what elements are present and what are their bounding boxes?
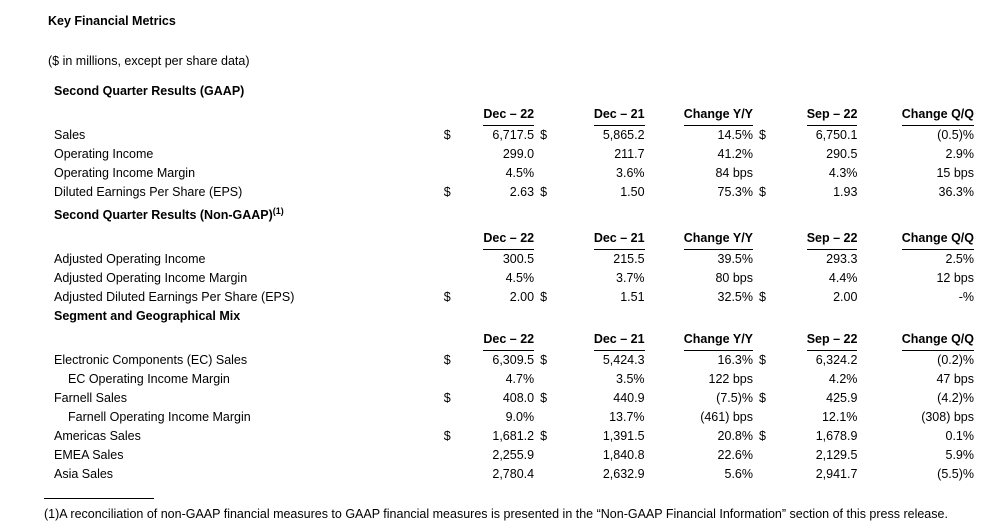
column-header-row — [40, 330, 978, 351]
section-heading-text: Segment and Geographical Mix — [54, 309, 241, 324]
footnote-divider — [44, 498, 154, 499]
value-dec22: 2.00 — [509, 290, 535, 305]
column-header: Dec – 21 — [556, 330, 648, 351]
value-change-qq: 2.9% — [945, 147, 974, 161]
table-row — [40, 351, 978, 370]
value-change-yy: (7.5)% — [716, 391, 753, 406]
row-label: Sales — [54, 128, 86, 142]
value-sep22: 2,129.5 — [815, 448, 858, 463]
value-change-yy: 122 bps — [708, 372, 753, 387]
value-change-qq: (0.2)% — [937, 353, 974, 368]
currency-symbol — [538, 465, 556, 484]
table-row — [40, 164, 978, 183]
value-dec21: 215.5 — [613, 252, 645, 267]
currency-symbol: $ — [443, 185, 451, 199]
value-change-yy: 41.2% — [717, 147, 753, 161]
currency-symbol — [538, 145, 556, 164]
value-dec22: 6,309.5 — [492, 353, 535, 368]
value-sep22: 2,941.7 — [815, 467, 858, 482]
currency-symbol: $ — [443, 429, 451, 444]
value-dec22: 300.5 — [502, 252, 535, 267]
value-dec21: 440.9 — [613, 391, 645, 406]
value-sep22: 4.2% — [828, 372, 858, 387]
value-dec21: 1.51 — [620, 290, 645, 305]
row-label: Adjusted Diluted Earnings Per Share (EPS) — [54, 290, 295, 305]
currency-symbol: $ — [759, 391, 766, 406]
currency-symbol: $ — [540, 429, 548, 444]
table-row — [40, 370, 978, 389]
value-sep22: 1,678.9 — [815, 429, 858, 444]
value-change-qq: (0.5)% — [937, 128, 974, 142]
value-change-yy: (461) bps — [700, 410, 753, 425]
value-dec22: 2,780.4 — [492, 467, 535, 482]
currency-symbol: $ — [759, 429, 766, 444]
currency-symbol — [757, 269, 775, 288]
column-header: Sep – 22 — [775, 105, 861, 126]
value-change-qq: 36.3% — [938, 185, 974, 199]
column-header: Dec – 21 — [556, 105, 648, 126]
value-change-qq: (4.2)% — [937, 391, 974, 406]
value-change-yy: 5.6% — [724, 467, 753, 482]
footnote-text: A reconciliation of non-GAAP financial measures to GAAP financial measures is presented in the “Non-GAAP Financial Information” section of this press release. — [59, 507, 948, 521]
section-heading-row — [40, 82, 978, 101]
value-sep22: 293.3 — [826, 252, 858, 267]
value-sep22: 6,324.2 — [815, 353, 858, 368]
table-row — [40, 408, 978, 427]
currency-symbol — [442, 164, 460, 183]
currency-symbol — [442, 465, 460, 484]
value-dec21: 211.7 — [614, 147, 645, 161]
value-dec22: 4.5% — [505, 271, 535, 286]
value-sep22: 4.4% — [828, 271, 858, 286]
table-row — [40, 250, 978, 269]
value-change-yy: 14.5% — [717, 128, 753, 142]
currency-symbol — [442, 145, 460, 164]
currency-symbol: $ — [759, 185, 766, 199]
footnote — [40, 505, 978, 524]
currency-symbol: $ — [540, 290, 548, 305]
value-dec22: 2,255.9 — [492, 448, 535, 463]
value-sep22: 425.9 — [826, 391, 858, 406]
value-change-qq: (308) bps — [921, 410, 974, 425]
currency-symbol — [538, 269, 556, 288]
footnote-mark: (1) — [44, 507, 60, 521]
column-header: Dec – 22 — [460, 105, 538, 126]
section-heading — [40, 307, 978, 326]
units-note: ($ in millions, except per share data) — [48, 54, 250, 68]
table-row — [40, 145, 978, 164]
value-dec21: 1,840.8 — [602, 448, 645, 463]
column-header-row — [40, 229, 978, 250]
value-dec22: 1,681.2 — [492, 429, 535, 444]
currency-symbol — [757, 465, 775, 484]
currency-symbol — [538, 250, 556, 269]
value-dec22: 408.0 — [502, 391, 535, 406]
column-header: Dec – 22 — [460, 330, 538, 351]
table-row — [40, 288, 978, 307]
row-label: Farnell Operating Income Margin — [68, 410, 251, 425]
currency-symbol: $ — [443, 391, 451, 406]
table-row — [40, 446, 978, 465]
value-dec22: 299.0 — [502, 147, 535, 161]
value-change-qq: 15 bps — [936, 166, 974, 180]
value-change-yy: 84 bps — [715, 166, 753, 180]
value-sep22: 2.00 — [833, 290, 858, 305]
value-change-qq: 5.9% — [945, 448, 974, 463]
value-sep22: 12.1% — [821, 410, 858, 425]
value-dec21: 2,632.9 — [602, 467, 645, 482]
value-change-yy: 22.6% — [717, 448, 753, 463]
currency-symbol — [757, 370, 775, 389]
section-heading-row — [40, 202, 978, 225]
currency-symbol: $ — [443, 128, 451, 142]
column-header: Change Q/Q — [861, 229, 978, 250]
column-header: Dec – 22 — [460, 229, 538, 250]
value-change-yy: 16.3% — [717, 353, 753, 368]
value-change-yy: 80 bps — [715, 271, 753, 286]
row-label: Operating Income — [54, 147, 154, 161]
value-sep22: 6,750.1 — [815, 128, 858, 142]
value-sep22: 1.93 — [833, 185, 858, 199]
page-title: Key Financial Metrics — [48, 14, 176, 28]
value-change-yy: 39.5% — [717, 252, 753, 267]
section-heading-text: Second Quarter Results (Non-GAAP) — [54, 208, 273, 223]
row-label: Diluted Earnings Per Share (EPS) — [54, 185, 243, 199]
currency-symbol: $ — [759, 353, 766, 368]
value-dec22: 4.5% — [505, 166, 535, 180]
currency-symbol — [538, 370, 556, 389]
row-label: Operating Income Margin — [54, 166, 196, 180]
value-dec22: 6,717.5 — [492, 128, 535, 142]
value-change-qq: 12 bps — [936, 271, 974, 286]
value-change-yy: 75.3% — [717, 185, 753, 199]
currency-symbol — [442, 408, 460, 427]
table-row — [40, 465, 978, 484]
value-change-yy: 20.8% — [717, 429, 753, 444]
row-label: Asia Sales — [54, 467, 114, 482]
value-dec21: 5,424.3 — [602, 353, 645, 368]
value-change-qq: 2.5% — [945, 252, 974, 267]
currency-symbol — [538, 164, 556, 183]
row-label: Adjusted Operating Income — [54, 252, 206, 267]
column-header-row — [40, 105, 978, 126]
currency-symbol — [538, 408, 556, 427]
currency-symbol — [538, 446, 556, 465]
value-sep22: 290.5 — [826, 147, 858, 161]
currency-symbol — [442, 370, 460, 389]
footnote-block — [40, 498, 978, 524]
row-label: Adjusted Operating Income Margin — [54, 271, 248, 286]
row-label: EMEA Sales — [54, 448, 124, 463]
value-dec21: 13.7% — [609, 410, 645, 425]
section-heading-row — [40, 307, 978, 326]
value-dec21: 1.50 — [620, 185, 645, 199]
value-dec22: 9.0% — [505, 410, 535, 425]
row-label: Americas Sales — [54, 429, 141, 444]
currency-symbol: $ — [443, 353, 451, 368]
column-header: Change Y/Y — [649, 229, 757, 250]
currency-symbol: $ — [540, 353, 548, 368]
value-sep22: 4.3% — [828, 166, 858, 180]
currency-symbol — [757, 250, 775, 269]
value-change-qq: (5.5)% — [937, 467, 974, 482]
value-dec21: 1,391.5 — [602, 429, 645, 444]
value-dec21: 3.5% — [616, 372, 645, 387]
section-heading — [40, 82, 978, 101]
value-change-yy: 32.5% — [717, 290, 753, 305]
section-heading-text: Second Quarter Results (GAAP) — [54, 84, 245, 98]
currency-symbol — [757, 145, 775, 164]
row-label: Electronic Components (EC) Sales — [54, 353, 248, 368]
column-header: Change Q/Q — [861, 105, 978, 126]
financial-metrics-table — [40, 82, 978, 484]
section-heading — [40, 202, 978, 225]
column-header: Change Y/Y — [649, 105, 757, 126]
currency-symbol — [442, 446, 460, 465]
currency-symbol: $ — [540, 185, 548, 199]
currency-symbol — [442, 269, 460, 288]
value-dec21: 3.7% — [616, 271, 645, 286]
value-dec21: 5,865.2 — [602, 128, 645, 142]
table-row — [40, 389, 978, 408]
column-header: Sep – 22 — [775, 330, 861, 351]
table-row — [40, 126, 978, 145]
column-header: Dec – 21 — [556, 229, 648, 250]
currency-symbol — [442, 250, 460, 269]
currency-symbol — [757, 408, 775, 427]
currency-symbol: $ — [759, 290, 766, 305]
column-header: Sep – 22 — [775, 229, 861, 250]
row-label: EC Operating Income Margin — [68, 372, 230, 387]
footnote-reference: (1) — [272, 206, 284, 216]
table-row — [40, 183, 978, 202]
currency-symbol — [757, 164, 775, 183]
value-dec21: 3.6% — [616, 166, 645, 180]
table-row — [40, 427, 978, 446]
column-header: Change Q/Q — [861, 330, 978, 351]
currency-symbol — [757, 446, 775, 465]
value-change-qq: 0.1% — [945, 429, 974, 444]
value-dec22: 4.7% — [505, 372, 535, 387]
currency-symbol: $ — [540, 391, 548, 406]
value-change-qq: -% — [958, 290, 974, 305]
currency-symbol: $ — [443, 290, 451, 305]
column-header: Change Y/Y — [649, 330, 757, 351]
currency-symbol: $ — [540, 128, 548, 142]
table-row — [40, 269, 978, 288]
currency-symbol: $ — [759, 128, 766, 142]
value-change-qq: 47 bps — [936, 372, 974, 387]
value-dec22: 2.63 — [509, 185, 535, 199]
row-label: Farnell Sales — [54, 391, 127, 406]
